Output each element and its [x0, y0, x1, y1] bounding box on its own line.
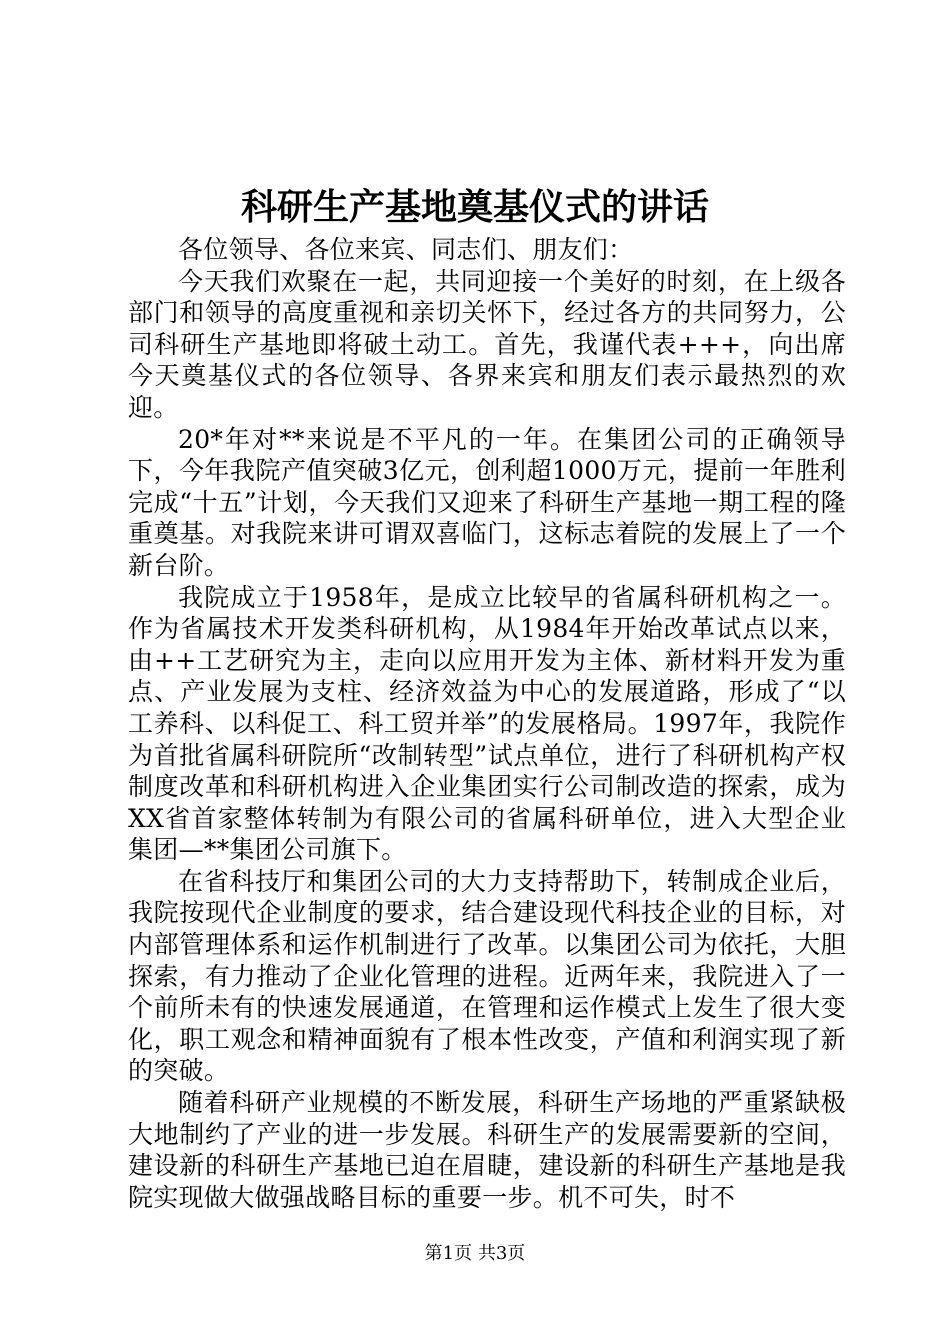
body-paragraph-4: 在省科技厅和集团公司的大力支持帮助下，转制成企业后，我院按现代企业制度的要求，结合建设现代科技企业的目标，对内部管理体系和运作机制进行了改革。以集团公司为依托，大胆探索，有力推动了企业化管理的进程。近两年来，我院进入了一个前所未有的快速发展通道，在管理和运作模式上发生了很大变化，职工观念和精神面貌有了根本性改变，产值和利润实现了新的突破。 — [128, 866, 846, 1086]
document-title: 科研生产基地奠基仪式的讲话 — [240, 186, 709, 228]
document-body — [128, 234, 846, 1213]
body-paragraph-3: 我院成立于1958年，是成立比较早的省属科研机构之一。作为省属技术开发类科研机构，从1984年开始改革试点以来，由++工艺研究为主，走向以应用开发为主体、新材料开发为重点、产业发展为支柱、经济效益为中心的发展道路，形成了“以工养科、以科促工、科工贸并举”的发展格局。1997年，我院作为首批省属科研院所“改制转型”试点单位，进行了科研机构产权制度改革和科研机构进入企业集团实行公司制改造的探索，成为XX省首家整体转制为有限公司的省属科研单位，进入大型企业集团—**集团公司旗下。 — [128, 582, 846, 865]
body-paragraph-1: 今天我们欢聚在一起，共同迎接一个美好的时刻，在上级各部门和领导的高度重视和亲切关怀下，经过各方的共同努力，公司科研生产基地即将破土动工。首先，我谨代表+++，向出席今天奠基仪式的各位领导、各界来宾和朋友们表示最热烈的欢迎。 — [128, 266, 846, 422]
page-number-footer: 第1页 共3页 — [424, 1243, 526, 1264]
greeting-paragraph: 各位领导、各位来宾、同志们、朋友们： — [178, 235, 634, 264]
body-paragraph-2: 20*年对**来说是不平凡的一年。在集团公司的正确领导下，今年我院产值突破3亿元，创利超1000万元，提前一年胜利完成“十五”计划，今天我们又迎来了科研生产基地一期工程的隆重奠基。对我院来讲可谓双喜临门，这标志着院的发展上了一个新台阶。 — [128, 424, 846, 580]
body-paragraph-5: 随着科研产业规模的不断发展，科研生产场地的严重紧缺极大地制约了产业的进一步发展。科研生产的发展需要新的空间，建设新的科研生产基地已迫在眉睫，建设新的科研生产基地是我院实现做大做强战略目标的重要一步。机不可失，时不 — [128, 1088, 846, 1212]
